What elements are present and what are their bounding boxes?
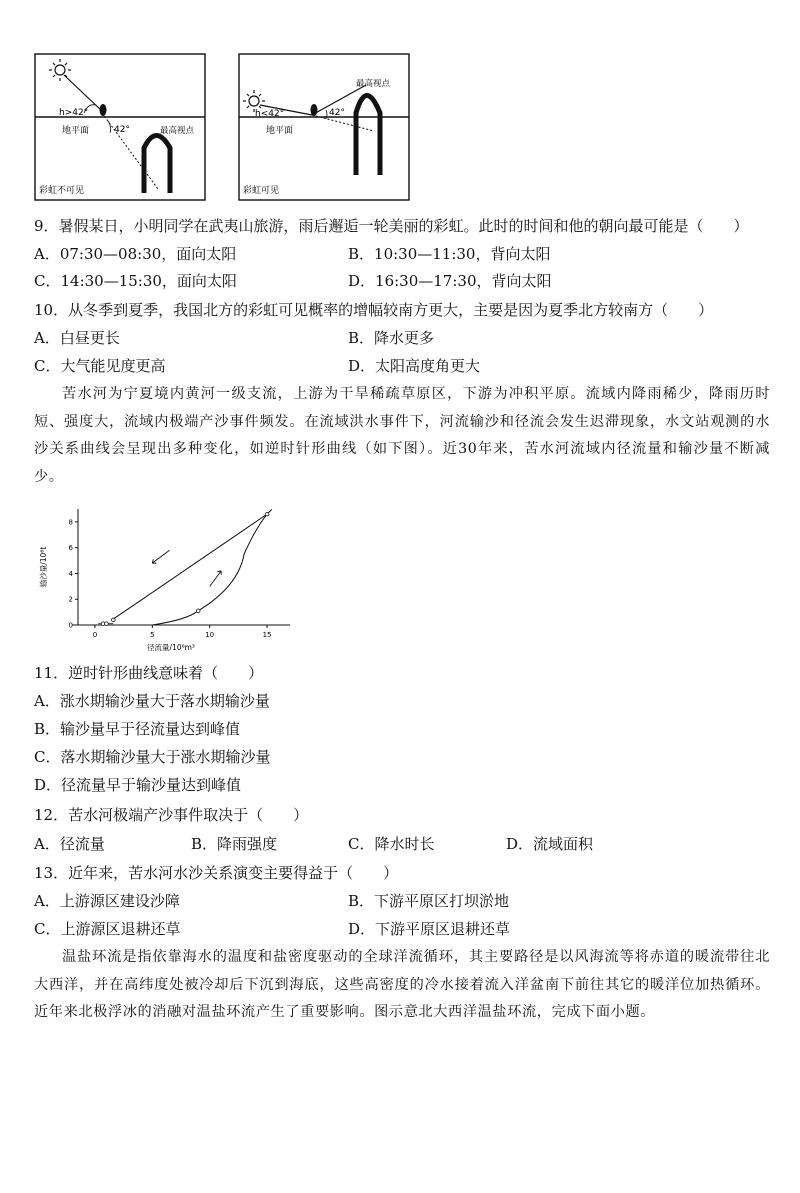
observer-icon xyxy=(100,104,107,116)
angle-h-label: h<42° xyxy=(255,109,285,119)
q10-option-b: B．降水更多 xyxy=(348,329,435,347)
q13-option-c: C．上游源区退耕还草 xyxy=(34,920,181,938)
rainbow-figure-visible xyxy=(238,53,410,201)
y-tick-label: 4 xyxy=(68,569,73,578)
sediment-runoff-chart xyxy=(36,503,300,653)
angle-h-label: h>42° xyxy=(59,108,89,118)
y-axis-label: 输沙量/10⁶t xyxy=(39,546,48,588)
q10-option-a: A．白昼更长 xyxy=(34,329,120,347)
y-tick-label: 2 xyxy=(68,595,73,604)
figure-caption: 彩虹可见 xyxy=(243,186,280,196)
top-view-label: 最高视点 xyxy=(160,126,195,136)
q12-stem: 12．苦水河极端产沙事件取决于（ ） xyxy=(34,806,309,824)
q11-option-b: B．输沙量早于径流量达到峰值 xyxy=(34,720,241,738)
angle-42-label: 42° xyxy=(114,125,130,135)
x-axis-label: 径流量/10⁶m³ xyxy=(147,643,195,652)
q11-option-c: C．落水期输沙量大于涨水期输沙量 xyxy=(34,748,271,766)
q13-option-d: D．下游平原区退耕还草 xyxy=(348,920,511,938)
rising-arrow xyxy=(210,571,221,586)
x-tick-label: 5 xyxy=(150,631,155,639)
data-point xyxy=(105,622,109,626)
q9-stem: 9．暑假某日，小明同学在武夷山旅游，雨后邂逅一轮美丽的彩虹。此时的时间和他的朝向最可能是（ ） xyxy=(34,217,749,235)
q11-stem: 11．逆时针形曲线意味着（ ） xyxy=(34,664,264,682)
angle-42-label: 42° xyxy=(329,108,345,118)
x-tick-label: 10 xyxy=(205,631,215,639)
rainbow-figure-invisible xyxy=(34,53,206,201)
q10-option-c: C．大气能见度更高 xyxy=(34,357,166,375)
q13-option-a: A．上游源区建设沙障 xyxy=(34,892,180,910)
q12-option-d: D．流域面积 xyxy=(506,835,594,853)
q9-option-a: A．07:30—08:30，面向太阳 xyxy=(34,245,237,263)
passage-thermohaline-circulation: 温盐环流是指依靠海水的温度和盐密度驱动的全球洋流循环，其主要路径是以风海流等将赤道的暖流带往北大西洋，并在高纬度处被冷却后下沉到海底，这些高密度的冷水接着流入洋盆南下前往其它的暖洋位加热循环。近年来北极浮冰的消融对温盐环流产生了重要影响。图示意北大西洋温盐环流，完成下面小题。 xyxy=(34,949,770,1020)
figure-caption: 彩虹不可见 xyxy=(39,186,85,196)
data-point xyxy=(265,512,269,516)
y-tick-label: 0 xyxy=(68,621,73,630)
observer-icon xyxy=(311,104,318,116)
ground-label: 地平面 xyxy=(62,126,90,136)
q9-option-d: D．16:30—17:30，背向太阳 xyxy=(348,272,552,290)
top-view-label: 最高视点 xyxy=(356,79,391,89)
q12-option-b: B．降雨强度 xyxy=(191,835,278,853)
q10-option-d: D．太阳高度角更大 xyxy=(348,357,481,375)
q9-option-c: C．14:30—15:30，面向太阳 xyxy=(34,272,237,290)
x-tick-label: 0 xyxy=(92,631,98,639)
series-curve xyxy=(112,510,271,625)
q11-option-a: A．涨水期输沙量大于落水期输沙量 xyxy=(34,692,270,710)
ground-label: 地平面 xyxy=(266,126,294,136)
q13-option-b: B．下游平原区打坝淤地 xyxy=(348,892,510,910)
y-tick-label: 8 xyxy=(68,518,73,527)
q10-stem: 10．从冬季到夏季，我国北方的彩虹可见概率的增幅较南方更大，主要是因为夏季北方较南方（ ） xyxy=(34,301,714,319)
data-point xyxy=(112,618,116,622)
y-tick-label: 6 xyxy=(68,544,73,553)
q9-option-b: B．10:30—11:30，背向太阳 xyxy=(348,245,551,263)
passage-kushui-river: 苦水河为宁夏境内黄河一级支流，上游为干旱稀疏草原区，下游为冲积平原。流域内降雨稀少，降雨历时短、强度大，流域内极端产沙事件频发。在流域洪水事件下，河流输沙和径流会发生迟滞现象，水文站观测的水沙关系曲线会呈现出多种变化，如逆时针形曲线（如下图）。近30年来，苦水河流域内径流量和输沙量不断减少。 xyxy=(34,386,770,485)
q13-stem: 13．近年来，苦水河水沙关系演变主要得益于（ ） xyxy=(34,864,399,882)
q11-option-d: D．径流量早于输沙量达到峰值 xyxy=(34,776,242,794)
q12-option-c: C．降水时长 xyxy=(348,835,435,853)
falling-arrow xyxy=(152,550,169,563)
q12-option-a: A．径流量 xyxy=(34,835,105,853)
x-tick-label: 15 xyxy=(262,631,272,639)
data-point xyxy=(196,609,200,613)
